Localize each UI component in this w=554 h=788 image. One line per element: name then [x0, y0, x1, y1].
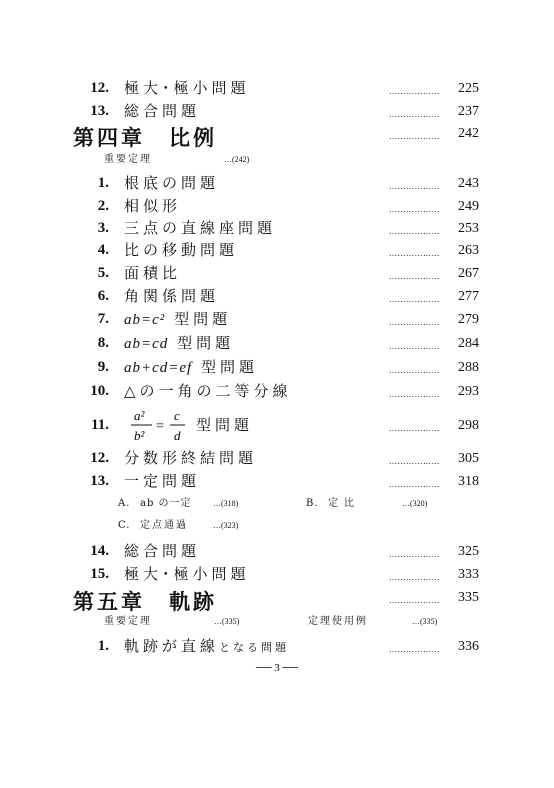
page-number: 335	[458, 590, 479, 605]
page-number: 333	[458, 567, 479, 582]
leader-dots: ………………	[389, 550, 440, 559]
fraction-left-denominator: b²	[134, 428, 145, 443]
toc-entry	[0, 408, 554, 443]
chapter-heading	[0, 588, 554, 616]
entry-number: 1.	[97, 175, 109, 191]
formula: ab=c²	[124, 312, 166, 328]
page-number: 298	[458, 418, 479, 433]
sub-entry-label: C.	[118, 520, 131, 531]
equals-sign: =	[156, 419, 164, 434]
entry-title-text: 型問題	[177, 334, 235, 352]
usage-label: 定理使用例	[308, 616, 368, 627]
entry-title	[124, 356, 258, 379]
entry-title: 角関係問題	[124, 287, 220, 305]
leader-dots: ………………	[389, 227, 440, 236]
page-number: 267	[458, 266, 479, 281]
page-number: 305	[458, 451, 479, 466]
toc-entry	[0, 262, 554, 284]
chapter-title: 第四章 比例	[73, 126, 217, 150]
page-number: 225	[458, 81, 479, 96]
toc-entry	[0, 563, 554, 585]
page-number: 253	[458, 221, 479, 236]
leader-dots: ………………	[389, 318, 440, 327]
toc-entry	[0, 308, 554, 330]
page-number: 243	[458, 176, 479, 191]
leader-dots: ………………	[389, 249, 440, 258]
entry-number: 5.	[97, 265, 109, 281]
entry-title	[124, 308, 231, 331]
sub-entry-ref: …(318)	[213, 499, 239, 508]
toc-entry	[0, 195, 554, 217]
toc-entry	[0, 100, 554, 122]
entry-title: △の一角の二等分線	[124, 382, 292, 400]
toc-entry	[0, 239, 554, 261]
theorems-label: 重要定理	[104, 616, 152, 627]
entry-number: 2.	[97, 198, 109, 214]
entry-number: 6.	[97, 288, 109, 304]
sub-entry-label: A.	[118, 498, 131, 509]
entry-title	[124, 332, 234, 355]
entry-title: 面積比	[124, 264, 182, 282]
entry-title: 根底の問題	[124, 174, 220, 192]
leader-dots: ………………	[389, 596, 440, 605]
entry-title: 総合問題	[124, 102, 201, 120]
sub-entry-text: 定点通過	[140, 520, 188, 531]
page-number: 237	[458, 104, 479, 119]
entry-number: 3.	[97, 220, 109, 236]
entry-number: 10.	[90, 383, 109, 399]
entry-title: 極大･極小問題	[124, 79, 250, 97]
formula: ab=cd	[124, 336, 169, 352]
sub-entry-line	[0, 496, 554, 512]
leader-dots: ………………	[389, 390, 440, 399]
toc-entry	[0, 285, 554, 307]
entry-title-text: 型問題	[174, 310, 232, 328]
entry-number: 14.	[90, 543, 109, 559]
entry-number: 13.	[90, 473, 109, 489]
formula: ab+cd=ef	[124, 360, 193, 376]
sub-entry-label: B.	[306, 498, 319, 509]
entry-number: 12.	[90, 80, 109, 96]
chapter-title: 第五章 軌跡	[73, 590, 217, 614]
entry-title: 相似形	[124, 197, 182, 215]
chapter-heading	[0, 124, 554, 152]
fraction-right-numerator: c	[174, 408, 180, 423]
entry-number: 4.	[97, 242, 109, 258]
page-number: 336	[458, 639, 479, 654]
sub-entry-text: 定比	[328, 498, 360, 509]
theorems-line	[0, 614, 554, 630]
page-number: 318	[458, 474, 479, 489]
toc-entry	[0, 470, 554, 492]
toc-entry	[0, 380, 554, 402]
toc-entry	[0, 540, 554, 562]
entry-title: 極大･極小問題	[124, 565, 250, 583]
leader-dots: ………………	[389, 480, 440, 489]
page-number: 284	[458, 336, 479, 351]
toc-entry	[0, 172, 554, 194]
entry-title-main: 軌跡が直線	[124, 637, 220, 655]
toc-entry	[0, 356, 554, 378]
sub-entry-text: ab の一定	[140, 498, 192, 509]
leader-dots: ………………	[389, 87, 440, 96]
page-number: 279	[458, 312, 479, 327]
usage-ref: …(335)	[412, 617, 438, 626]
leader-dots: ………………	[389, 110, 440, 119]
fraction-right-denominator: d	[174, 428, 181, 443]
entry-number: 13.	[90, 103, 109, 119]
leader-dots: ………………	[389, 132, 440, 141]
entry-number: 15.	[90, 566, 109, 582]
leader-dots: ………………	[389, 205, 440, 214]
leader-dots: ………………	[389, 366, 440, 375]
entry-number: 1.	[97, 638, 109, 654]
leader-dots: ………………	[389, 457, 440, 466]
entry-title: 総合問題	[124, 542, 201, 560]
leader-dots: ………………	[389, 272, 440, 281]
entry-title: 三点の直線座問題	[124, 219, 277, 237]
entry-title-small: となる問題	[219, 641, 290, 654]
page-number: 288	[458, 360, 479, 375]
page-number: 242	[458, 126, 479, 141]
leader-dots: ………………	[389, 342, 440, 351]
theorems-line	[0, 152, 554, 168]
entry-number: 12.	[90, 450, 109, 466]
page-number: 293	[458, 384, 479, 399]
entry-number: 11.	[91, 417, 109, 433]
entry-title: 分数形終結問題	[124, 449, 258, 467]
fraction-formula	[130, 406, 190, 448]
toc-entry	[0, 635, 554, 657]
theorems-ref: …(335)	[214, 617, 240, 626]
leader-dots: ………………	[389, 573, 440, 582]
entry-title-text: 型問題	[201, 358, 259, 376]
theorems-label: 重要定理	[104, 154, 152, 165]
theorems-ref: …(242)	[224, 155, 250, 164]
page-number: 263	[458, 243, 479, 258]
entry-title: 一定問題	[124, 472, 201, 490]
fraction-left-numerator: a²	[134, 408, 145, 423]
entry-title: 比の移動問題	[124, 241, 239, 259]
entry-number: 8.	[97, 335, 109, 351]
entry-title	[124, 635, 289, 659]
sub-entry-ref: …(320)	[402, 499, 428, 508]
entry-number: 7.	[97, 311, 109, 327]
entry-title: 型問題	[196, 416, 254, 434]
leader-dots: ………………	[389, 295, 440, 304]
sub-entry-ref: …(323)	[213, 521, 239, 530]
toc-entry	[0, 217, 554, 239]
leader-dots: ………………	[389, 645, 440, 654]
toc-entry	[0, 332, 554, 354]
page-footer: ── 3 ──	[255, 662, 299, 674]
page-number: 325	[458, 544, 479, 559]
leader-dots: ………………	[389, 182, 440, 191]
toc-entry	[0, 447, 554, 469]
page-number: 249	[458, 199, 479, 214]
sub-entry-line	[0, 518, 554, 534]
leader-dots: ………………	[389, 424, 440, 433]
page-number: 277	[458, 289, 479, 304]
entry-number: 9.	[97, 359, 109, 375]
toc-entry	[0, 77, 554, 99]
